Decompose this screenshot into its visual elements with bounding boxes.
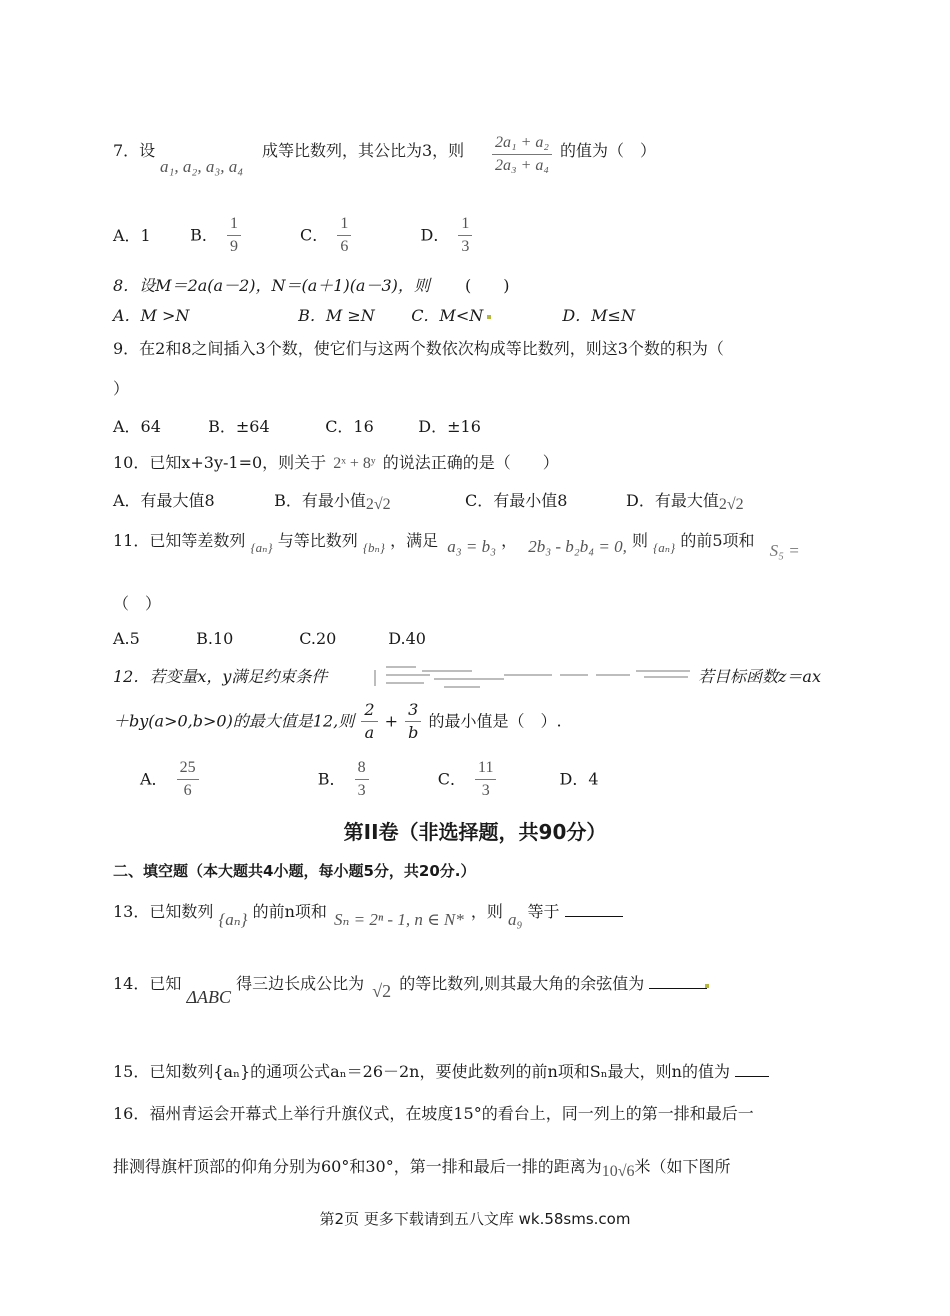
q9-option-b: B．±64 <box>208 417 270 436</box>
question-8 <box>113 275 510 297</box>
q10-options <box>113 490 744 513</box>
q10-option-b-value: 2√2 <box>365 496 391 513</box>
q14-ratio: √2 <box>372 981 392 1001</box>
q11-cont: （ ） <box>113 594 162 613</box>
q11-eq1: a₃ = b₃ <box>447 537 497 556</box>
q9-option-c: C．16 <box>325 417 374 436</box>
q16-line2: 排测得旗杆顶部的仰角分别为60°和30°，第一排和最后一排的距离为10√6米（如下图所 <box>113 1157 731 1180</box>
q12-frac-3-over-b: $\frac{3}{b}$ <box>405 700 421 743</box>
q8-option-c: C．M<N <box>411 306 484 325</box>
q14-triangle: ΔABC <box>186 987 232 1007</box>
q10-option-c: C．有最小值8 <box>464 491 568 510</box>
q13-answer-blank[interactable] <box>565 900 623 917</box>
q15-text: 15．已知数列{aₙ}的通项公式aₙ＝26－2n，要使此数列的前n项和Sₙ最大，则n的值为 <box>113 1062 730 1081</box>
q13-seq: {aₙ} <box>218 910 248 929</box>
q11-eq2: 2b₃ - b₂b₄ = 0, <box>528 537 627 556</box>
question-10 <box>113 452 559 475</box>
q7-option-b-frac: $\frac{1}{9}$ <box>227 214 241 257</box>
q12-option-b-frac: $\frac{8}{3}$ <box>355 758 369 801</box>
q11-seq-a2: {aₙ} <box>653 540 676 555</box>
q11-option-c: C.20 <box>299 629 337 648</box>
q7-mid-text: 成等比数列，其公比为3，则 <box>262 141 465 160</box>
q15-answer-blank[interactable] <box>735 1060 769 1077</box>
q11-seq-b: {bₙ} <box>362 540 386 555</box>
q9-option-d: D．±16 <box>418 417 481 436</box>
q11-option-b: B.10 <box>196 629 234 648</box>
q7-frac-denominator: 2a₃ + a₄ <box>495 157 549 174</box>
q13-sum-formula: Sₙ = 2ⁿ - 1, n ∈ N* <box>333 910 464 929</box>
q10-suffix: 的说法正确的是（ ） <box>382 453 559 472</box>
q7-option-d-frac: $\frac{1}{3}$ <box>458 214 472 257</box>
q8-option-b: B．M ≥N <box>298 306 375 325</box>
mark-dot <box>705 984 709 988</box>
q12-line2: ＋by(a>0,b>0)的最大值是12,则 $\frac{2}{a}$ + $\frac{3}{b}$ 的最小值是（ ）. <box>113 700 562 742</box>
q12-option-b-label: B． <box>317 769 346 789</box>
q11-option-a: A.5 <box>113 629 140 648</box>
q12-objective: 若目标函数z＝ax <box>698 667 821 686</box>
q9-stem-cont: ） <box>113 379 130 398</box>
question-14: 14．已知 ΔABC 得三边长成公比为 √2 的等比数列,则其最大角的余弦值为 <box>113 972 707 995</box>
q11-option-d: D.40 <box>388 629 426 648</box>
q7-suffix: 的值为（ ） <box>560 141 657 160</box>
q12-option-d: D．4 <box>559 769 599 789</box>
section-2-title: 第II卷（非选择题，共90分） <box>343 820 607 844</box>
q10-option-d: D．有最大值 <box>626 491 719 510</box>
fill-in-header: 二、填空题（本大题共4小题，每小题5分，共20分.） <box>113 862 476 880</box>
q10-option-b: B．有最小值 <box>274 491 366 510</box>
q12-option-c-frac: $\frac{11}{3}$ <box>475 758 496 801</box>
q7-option-a: A．1 <box>113 225 151 245</box>
question-12: 12．若变量x，y满足约束条件 <box>113 667 328 686</box>
q16-distance: 10√6 <box>601 1163 635 1180</box>
q12-option-c-label: C． <box>437 769 466 789</box>
q8-options <box>113 305 635 327</box>
q11-options <box>113 628 426 650</box>
q7-option-c-frac: $\frac{1}{6}$ <box>337 214 351 257</box>
q8-stem: 8．设M＝2a(a－2)，N＝(a＋1)(a－3)，则 <box>113 276 430 295</box>
q10-option-a: A．有最大值8 <box>113 491 215 510</box>
q10-option-d-value: 2√2 <box>718 496 744 513</box>
q9-option-a: A．64 <box>113 417 161 436</box>
q12-option-a-label: A． <box>140 769 168 789</box>
q8-option-a: A．M >N <box>113 306 190 325</box>
q7-options <box>113 214 476 257</box>
q7-frac-numerator: 2a₁ + a₂ <box>492 133 552 155</box>
question-11: 11．已知等差数列 $_{\{a_n\}}$ 与等比数列 $_{\{b_n\}}$ ，满足 a₃ = b₃ ， 2b₃ - b₂b₄ = 0, 则 $_{\{a_n\}}$ 的前5项和 S₅ = <box>113 531 800 560</box>
q11-s5: S₅ = <box>769 541 800 560</box>
q8-option-d: D．M≤N <box>562 306 635 325</box>
q14-answer-blank[interactable] <box>649 972 707 989</box>
q7-option-c-label: C． <box>300 225 329 245</box>
question-13: 13．已知数列 {aₙ} 的前n项和 Sₙ = 2ⁿ - 1, n ∈ N* ，则 a₉ 等于 <box>113 900 623 923</box>
constraint-image <box>374 664 692 690</box>
q12-options <box>140 758 599 801</box>
q12-frac-2-over-a: $\frac{2}{a}$ <box>361 700 377 743</box>
q7-fraction <box>492 133 552 176</box>
q13-a9: a₉ <box>507 910 523 929</box>
question-15 <box>113 1060 769 1083</box>
question-16: 16．福州青运会开幕式上举行升旗仪式，在坡度15°的看台上，同一列上的第一排和最后一 <box>113 1104 754 1123</box>
q8-answer-paren: ( ) <box>465 276 510 295</box>
q7-option-b-label: B． <box>190 225 218 245</box>
mark-dot <box>487 315 491 319</box>
q11-seq-a: {aₙ} <box>250 540 273 555</box>
q9-options <box>113 416 481 438</box>
q7-sequence: a₁, a₂, a₃, a₄ <box>160 157 244 176</box>
q10-expression: 2ˣ + 8ʸ <box>333 455 376 472</box>
question-7: 7．设 <box>113 141 156 160</box>
question-9 <box>113 338 724 360</box>
page-footer: 第2页 更多下载请到五八文库 wk.58sms.com <box>319 1210 631 1228</box>
q10-prefix: 10．已知x+3y-1=0，则关于 <box>113 453 327 472</box>
q12-option-a-frac: $\frac{25}{6}$ <box>177 758 199 801</box>
q9-stem: 9．在2和8之间插入3个数，使它们与这两个数依次构成等比数列，则这3个数的积为（ <box>113 339 724 358</box>
q7-option-d-label: D． <box>420 225 450 245</box>
